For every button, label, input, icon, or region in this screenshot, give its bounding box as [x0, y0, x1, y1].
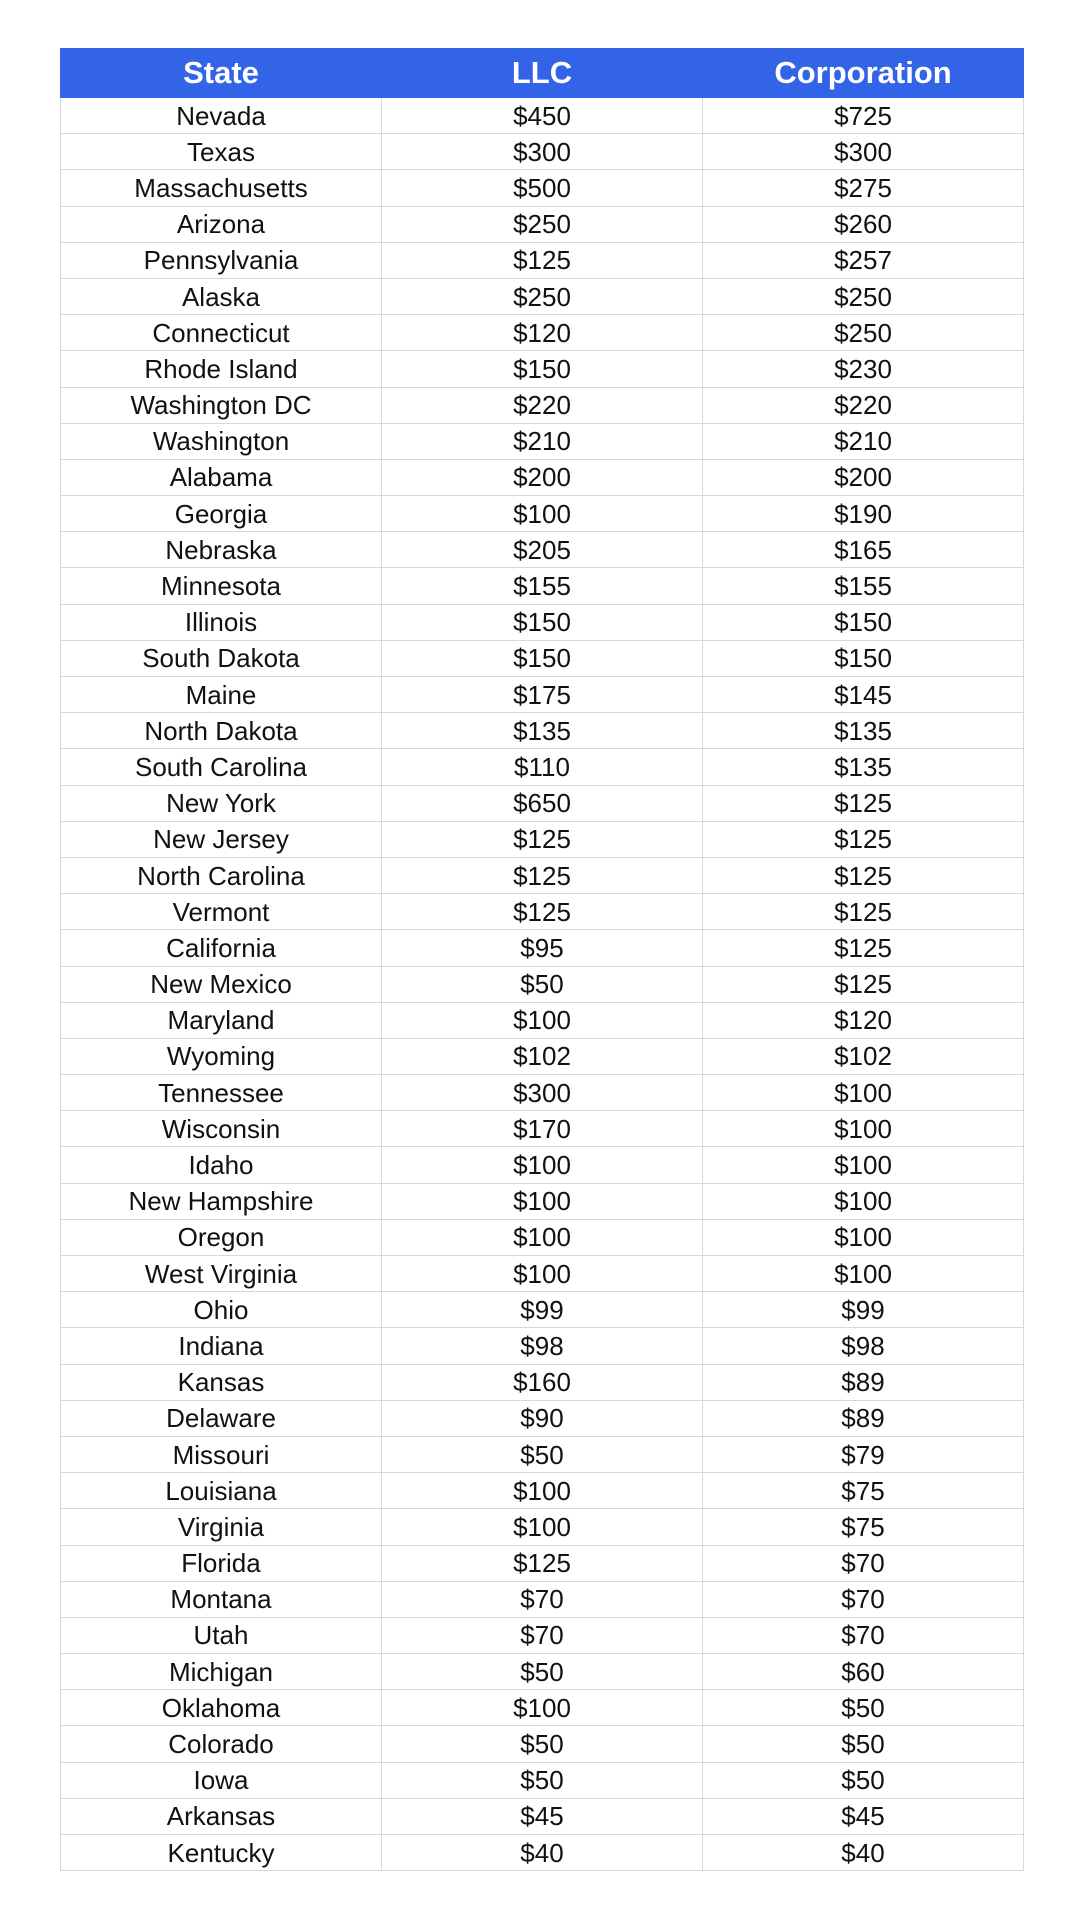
table-row: [61, 1002, 1024, 1038]
cell-llc-fee: $300: [382, 134, 703, 170]
table-row: [61, 1038, 1024, 1074]
cell-llc-fee: $125: [382, 821, 703, 857]
cell-corporation-fee: $165: [703, 532, 1024, 568]
cell-corporation-fee: $100: [703, 1147, 1024, 1183]
cell-corporation-fee: $190: [703, 496, 1024, 532]
table-row: [61, 1581, 1024, 1617]
cell-llc-fee: $125: [382, 242, 703, 278]
table-row: [61, 170, 1024, 206]
cell-llc-fee: $100: [382, 1509, 703, 1545]
cell-state: Alabama: [61, 459, 382, 495]
cell-llc-fee: $205: [382, 532, 703, 568]
table-row: [61, 98, 1024, 134]
cell-llc-fee: $50: [382, 966, 703, 1002]
cell-corporation-fee: $257: [703, 242, 1024, 278]
cell-corporation-fee: $155: [703, 568, 1024, 604]
cell-llc-fee: $100: [382, 1002, 703, 1038]
table-row: [61, 1292, 1024, 1328]
cell-llc-fee: $100: [382, 1147, 703, 1183]
cell-corporation-fee: $70: [703, 1545, 1024, 1581]
table-row: [61, 1509, 1024, 1545]
cell-corporation-fee: $250: [703, 278, 1024, 314]
cell-corporation-fee: $125: [703, 894, 1024, 930]
cell-llc-fee: $40: [382, 1835, 703, 1871]
cell-llc-fee: $220: [382, 387, 703, 423]
cell-state: Nevada: [61, 98, 382, 134]
cell-corporation-fee: $98: [703, 1328, 1024, 1364]
cell-llc-fee: $100: [382, 1219, 703, 1255]
cell-corporation-fee: $70: [703, 1581, 1024, 1617]
cell-corporation-fee: $50: [703, 1762, 1024, 1798]
cell-corporation-fee: $79: [703, 1436, 1024, 1472]
table-row: [61, 496, 1024, 532]
cell-state: Utah: [61, 1617, 382, 1653]
fees-table-container: [60, 48, 1024, 1871]
cell-state: Idaho: [61, 1147, 382, 1183]
cell-corporation-fee: $50: [703, 1690, 1024, 1726]
table-body: [61, 98, 1024, 1871]
table-row: [61, 1835, 1024, 1871]
cell-state: South Dakota: [61, 640, 382, 676]
cell-corporation-fee: $70: [703, 1617, 1024, 1653]
cell-state: Washington: [61, 423, 382, 459]
cell-corporation-fee: $135: [703, 713, 1024, 749]
cell-state: Texas: [61, 134, 382, 170]
cell-llc-fee: $70: [382, 1581, 703, 1617]
cell-llc-fee: $50: [382, 1726, 703, 1762]
cell-llc-fee: $250: [382, 206, 703, 242]
cell-llc-fee: $170: [382, 1111, 703, 1147]
cell-corporation-fee: $125: [703, 930, 1024, 966]
table-row: [61, 206, 1024, 242]
table-row: [61, 1256, 1024, 1292]
table-row: [61, 278, 1024, 314]
cell-llc-fee: $50: [382, 1654, 703, 1690]
cell-corporation-fee: $100: [703, 1219, 1024, 1255]
cell-state: Illinois: [61, 604, 382, 640]
table-row: [61, 677, 1024, 713]
cell-llc-fee: $135: [382, 713, 703, 749]
cell-llc-fee: $125: [382, 1545, 703, 1581]
header-state: State: [61, 49, 382, 98]
cell-state: Kansas: [61, 1364, 382, 1400]
table-row: [61, 1111, 1024, 1147]
cell-state: West Virginia: [61, 1256, 382, 1292]
cell-corporation-fee: $145: [703, 677, 1024, 713]
cell-state: Georgia: [61, 496, 382, 532]
cell-state: North Dakota: [61, 713, 382, 749]
state-fees-table: [60, 48, 1024, 1871]
cell-corporation-fee: $100: [703, 1111, 1024, 1147]
cell-state: Wisconsin: [61, 1111, 382, 1147]
cell-llc-fee: $210: [382, 423, 703, 459]
cell-state: South Carolina: [61, 749, 382, 785]
cell-state: Montana: [61, 1581, 382, 1617]
cell-state: New Mexico: [61, 966, 382, 1002]
cell-llc-fee: $50: [382, 1762, 703, 1798]
table-row: [61, 1075, 1024, 1111]
cell-state: Rhode Island: [61, 351, 382, 387]
table-row: [61, 1726, 1024, 1762]
table-row: [61, 1473, 1024, 1509]
cell-llc-fee: $102: [382, 1038, 703, 1074]
table-row: [61, 930, 1024, 966]
cell-llc-fee: $200: [382, 459, 703, 495]
cell-llc-fee: $150: [382, 351, 703, 387]
cell-state: Virginia: [61, 1509, 382, 1545]
cell-corporation-fee: $120: [703, 1002, 1024, 1038]
cell-corporation-fee: $150: [703, 640, 1024, 676]
table-row: [61, 1328, 1024, 1364]
table-row: [61, 1617, 1024, 1653]
table-row: [61, 1762, 1024, 1798]
table-row: [61, 713, 1024, 749]
cell-corporation-fee: $230: [703, 351, 1024, 387]
cell-llc-fee: $300: [382, 1075, 703, 1111]
cell-state: Connecticut: [61, 315, 382, 351]
cell-llc-fee: $100: [382, 1256, 703, 1292]
cell-state: Ohio: [61, 1292, 382, 1328]
table-header: [61, 49, 1024, 98]
table-row: [61, 857, 1024, 893]
cell-state: Florida: [61, 1545, 382, 1581]
cell-state: Oregon: [61, 1219, 382, 1255]
table-row: [61, 1147, 1024, 1183]
cell-corporation-fee: $75: [703, 1473, 1024, 1509]
cell-corporation-fee: $250: [703, 315, 1024, 351]
table-row: [61, 785, 1024, 821]
cell-state: Wyoming: [61, 1038, 382, 1074]
cell-state: Colorado: [61, 1726, 382, 1762]
table-row: [61, 1219, 1024, 1255]
cell-llc-fee: $90: [382, 1400, 703, 1436]
table-row: [61, 1545, 1024, 1581]
cell-state: Arizona: [61, 206, 382, 242]
cell-llc-fee: $175: [382, 677, 703, 713]
cell-state: North Carolina: [61, 857, 382, 893]
cell-llc-fee: $650: [382, 785, 703, 821]
cell-corporation-fee: $275: [703, 170, 1024, 206]
cell-corporation-fee: $725: [703, 98, 1024, 134]
cell-corporation-fee: $40: [703, 1835, 1024, 1871]
cell-corporation-fee: $100: [703, 1183, 1024, 1219]
table-row: [61, 604, 1024, 640]
cell-llc-fee: $150: [382, 604, 703, 640]
table-row: [61, 1364, 1024, 1400]
table-row: [61, 821, 1024, 857]
cell-state: Nebraska: [61, 532, 382, 568]
cell-llc-fee: $450: [382, 98, 703, 134]
cell-state: Vermont: [61, 894, 382, 930]
cell-corporation-fee: $125: [703, 857, 1024, 893]
cell-corporation-fee: $89: [703, 1400, 1024, 1436]
cell-state: Minnesota: [61, 568, 382, 604]
cell-corporation-fee: $45: [703, 1798, 1024, 1834]
cell-llc-fee: $95: [382, 930, 703, 966]
cell-llc-fee: $160: [382, 1364, 703, 1400]
cell-state: Louisiana: [61, 1473, 382, 1509]
table-row: [61, 387, 1024, 423]
cell-state: Arkansas: [61, 1798, 382, 1834]
cell-llc-fee: $500: [382, 170, 703, 206]
cell-llc-fee: $100: [382, 496, 703, 532]
cell-corporation-fee: $102: [703, 1038, 1024, 1074]
cell-corporation-fee: $220: [703, 387, 1024, 423]
table-row: [61, 315, 1024, 351]
cell-corporation-fee: $200: [703, 459, 1024, 495]
cell-corporation-fee: $89: [703, 1364, 1024, 1400]
table-row: [61, 242, 1024, 278]
table-row: [61, 749, 1024, 785]
cell-corporation-fee: $50: [703, 1726, 1024, 1762]
cell-llc-fee: $70: [382, 1617, 703, 1653]
cell-state: Pennsylvania: [61, 242, 382, 278]
cell-llc-fee: $155: [382, 568, 703, 604]
header-corporation: Corporation: [703, 49, 1024, 98]
table-row: [61, 1654, 1024, 1690]
cell-state: New York: [61, 785, 382, 821]
cell-llc-fee: $100: [382, 1183, 703, 1219]
cell-llc-fee: $100: [382, 1473, 703, 1509]
cell-llc-fee: $50: [382, 1436, 703, 1472]
cell-state: Iowa: [61, 1762, 382, 1798]
cell-corporation-fee: $99: [703, 1292, 1024, 1328]
cell-llc-fee: $110: [382, 749, 703, 785]
table-row: [61, 568, 1024, 604]
cell-corporation-fee: $125: [703, 785, 1024, 821]
table-row: [61, 134, 1024, 170]
cell-llc-fee: $45: [382, 1798, 703, 1834]
table-row: [61, 459, 1024, 495]
cell-corporation-fee: $300: [703, 134, 1024, 170]
table-row: [61, 894, 1024, 930]
table-row: [61, 532, 1024, 568]
cell-llc-fee: $99: [382, 1292, 703, 1328]
cell-llc-fee: $125: [382, 894, 703, 930]
cell-state: New Jersey: [61, 821, 382, 857]
cell-corporation-fee: $100: [703, 1256, 1024, 1292]
table-row: [61, 1690, 1024, 1726]
cell-corporation-fee: $100: [703, 1075, 1024, 1111]
cell-corporation-fee: $125: [703, 966, 1024, 1002]
header-llc: LLC: [382, 49, 703, 98]
cell-state: Maryland: [61, 1002, 382, 1038]
cell-state: Massachusetts: [61, 170, 382, 206]
table-row: [61, 966, 1024, 1002]
cell-state: Missouri: [61, 1436, 382, 1472]
cell-state: California: [61, 930, 382, 966]
cell-corporation-fee: $260: [703, 206, 1024, 242]
cell-state: Washington DC: [61, 387, 382, 423]
cell-llc-fee: $120: [382, 315, 703, 351]
cell-llc-fee: $125: [382, 857, 703, 893]
cell-state: Tennessee: [61, 1075, 382, 1111]
table-row: [61, 640, 1024, 676]
table-row: [61, 1436, 1024, 1472]
cell-llc-fee: $250: [382, 278, 703, 314]
cell-state: New Hampshire: [61, 1183, 382, 1219]
cell-state: Delaware: [61, 1400, 382, 1436]
cell-state: Kentucky: [61, 1835, 382, 1871]
cell-corporation-fee: $75: [703, 1509, 1024, 1545]
table-row: [61, 423, 1024, 459]
cell-corporation-fee: $135: [703, 749, 1024, 785]
cell-state: Alaska: [61, 278, 382, 314]
cell-llc-fee: $98: [382, 1328, 703, 1364]
cell-corporation-fee: $60: [703, 1654, 1024, 1690]
header-row: [61, 49, 1024, 98]
cell-state: Indiana: [61, 1328, 382, 1364]
cell-state: Michigan: [61, 1654, 382, 1690]
cell-state: Oklahoma: [61, 1690, 382, 1726]
cell-corporation-fee: $125: [703, 821, 1024, 857]
cell-llc-fee: $150: [382, 640, 703, 676]
cell-state: Maine: [61, 677, 382, 713]
cell-llc-fee: $100: [382, 1690, 703, 1726]
table-row: [61, 351, 1024, 387]
cell-corporation-fee: $210: [703, 423, 1024, 459]
table-row: [61, 1400, 1024, 1436]
table-row: [61, 1183, 1024, 1219]
cell-corporation-fee: $150: [703, 604, 1024, 640]
table-row: [61, 1798, 1024, 1834]
